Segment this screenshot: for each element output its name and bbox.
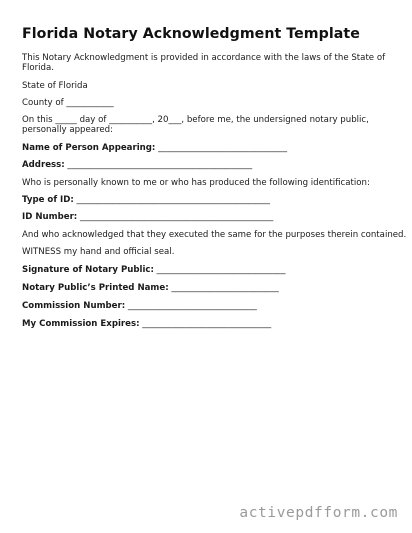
signature-blank[interactable]: ______________________________ [153, 265, 286, 275]
printed-name-field-row [22, 283, 279, 293]
type-id-field-row [22, 195, 270, 205]
name-blank[interactable]: ______________________________ [155, 143, 288, 153]
id-number-blank[interactable]: _____________________________________________ [77, 212, 274, 222]
commission-number-label: Commission Number: [22, 301, 126, 311]
document-title: Florida Notary Acknowledgment Template [22, 26, 360, 42]
printed-name-blank[interactable]: _________________________ [168, 283, 279, 293]
address-label: Address: [22, 160, 65, 170]
intro-line-2: Florida. [22, 63, 54, 73]
name-label: Name of Person Appearing: [22, 143, 156, 153]
commission-number-field-row [22, 301, 257, 311]
known-line: Who is personally known to me or who has produced the following identification: [22, 178, 370, 188]
watermark: activepdfform.com [239, 505, 398, 521]
signature-field-row [22, 265, 286, 275]
witness-line: WITNESS my hand and official seal. [22, 247, 175, 257]
address-field-row [22, 160, 252, 170]
type-id-label: Type of ID: [22, 195, 74, 205]
commission-expires-label: My Commission Expires: [22, 319, 140, 329]
intro-line-1: This Notary Acknowledgment is provided in accordance with the laws of the State of [22, 53, 386, 63]
address-blank[interactable]: ___________________________________________ [64, 160, 253, 170]
county-line: County of ___________ [22, 98, 114, 108]
printed-name-label: Notary Public’s Printed Name: [22, 283, 169, 293]
name-field-row [22, 143, 287, 153]
state-line: State of Florida [22, 81, 88, 91]
commission-expires-field-row [22, 319, 271, 329]
id-number-label: ID Number: [22, 212, 78, 222]
commission-expires-blank[interactable]: ______________________________ [139, 319, 272, 329]
date-line-1: On this _____ day of __________, 20___, before me, the undersigned notary public, [22, 115, 369, 125]
executed-line: And who acknowledged that they executed the same for the purposes therein contained. [22, 230, 407, 240]
type-id-blank[interactable]: _____________________________________________ [73, 195, 270, 205]
date-line-2: personally appeared: [22, 125, 114, 135]
id-number-field-row [22, 212, 273, 222]
commission-number-blank[interactable]: ______________________________ [125, 301, 257, 311]
signature-label: Signature of Notary Public: [22, 265, 154, 275]
